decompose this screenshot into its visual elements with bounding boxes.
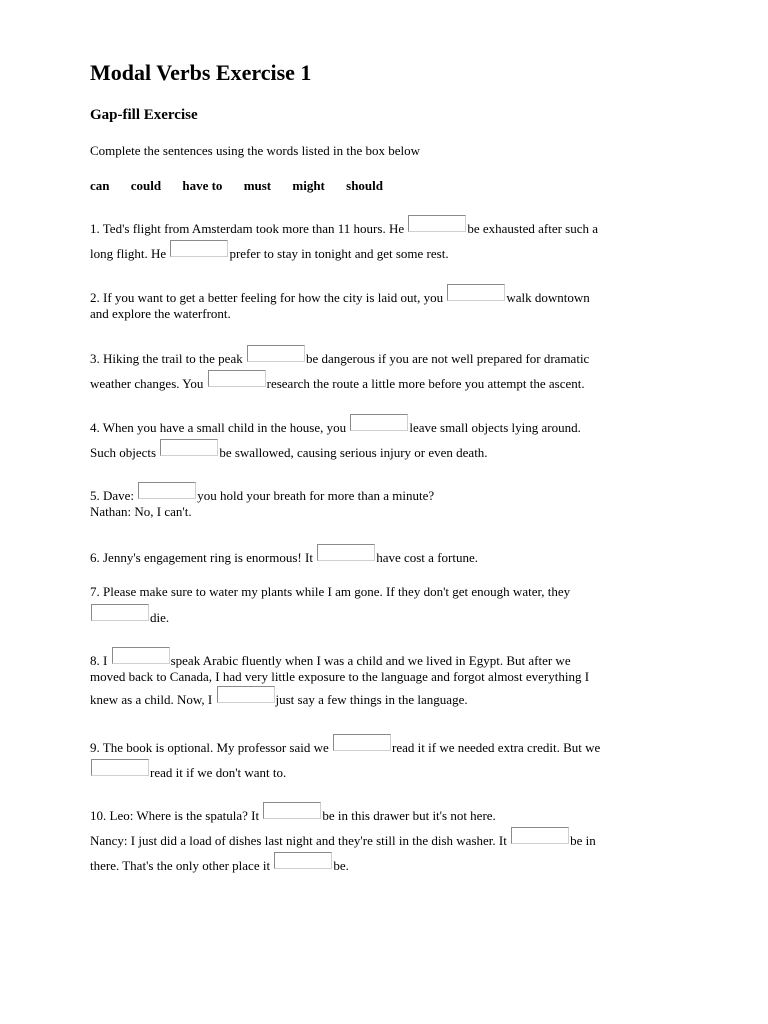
gap-input[interactable] [511,827,569,844]
instructions-text: Complete the sentences using the words listed in the box below [90,143,420,158]
question-3 [90,345,690,395]
word-bank [90,178,401,194]
page-title: Modal Verbs Exercise 1 [90,60,312,85]
question-text: 8. I [90,653,108,668]
question-text: 5. Dave: [90,488,135,503]
question-8 [90,647,690,711]
word-bank-item: must [243,178,272,193]
question-5 [90,482,690,521]
gap-input[interactable] [217,686,275,703]
question-text: 7. Please make sure to water my plants while I am gone. If they don't get enough water, they [90,584,571,599]
question-text: speak Arabic fluently when I was a child and we lived in Egypt. But after we [170,653,571,668]
word-bank-item: might [292,178,325,193]
word-bank-item: can [90,178,110,193]
question-text: prefer to stay in tonight and get some rest. [229,246,449,261]
gap-input[interactable] [263,802,321,819]
question-text: 6. Jenny's engagement ring is enormous! It [90,550,313,565]
question-text: Nathan: No, I can't. [90,504,192,519]
question-text: be exhausted after such a [467,221,599,236]
question-text: there. That's the only other place it [90,858,271,873]
question-text: leave small objects lying around. [409,420,581,435]
word-bank-item: should [346,178,384,193]
question-6 [90,544,690,569]
question-text: read it if we don't want to. [150,765,287,780]
question-1 [90,215,690,265]
question-text: 9. The book is optional. My professor said we [90,740,329,755]
question-text: knew as a child. Now, I [90,692,213,707]
question-9 [90,734,690,784]
gap-input[interactable] [208,370,266,387]
question-7 [90,579,690,629]
gap-input[interactable] [160,439,218,456]
gap-input[interactable] [170,240,228,257]
gap-input[interactable] [274,852,332,869]
question-text: be in [570,833,596,848]
gap-input[interactable] [317,544,375,561]
gap-input[interactable] [247,345,305,362]
gap-input[interactable] [350,414,408,431]
question-text: walk downtown [506,290,590,305]
question-text: have cost a fortune. [376,550,478,565]
word-bank-item: could [130,178,162,193]
question-text: you hold your breath for more than a minute? [197,488,435,503]
question-text: 1. Ted's flight from Amsterdam took more than 11 hours. He [90,221,405,236]
question-text: 10. Leo: Where is the spatula? It [90,808,260,823]
question-text: 3. Hiking the trail to the peak [90,351,243,366]
question-text: research the route a little more before you attempt the ascent. [266,376,585,391]
question-text: weather changes. You [90,376,204,391]
question-text: moved back to Canada, I had very little exposure to the language and forgot almost everything I [90,669,590,684]
question-text: be swallowed, causing serious injury or even death. [219,445,488,460]
question-text: 2. If you want to get a better feeling for how the city is laid out, you [90,290,444,305]
question-text: Nancy: I just did a load of dishes last night and they're still in the dish washer. It [90,833,507,848]
section-heading: Gap-fill Exercise [90,107,198,123]
question-2 [90,284,690,323]
gap-input[interactable] [138,482,196,499]
question-text: just say a few things in the language. [275,692,468,707]
question-text: be. [333,858,349,873]
question-text: long flight. He [90,246,167,261]
gap-input[interactable] [333,734,391,751]
question-4 [90,414,690,464]
question-text: 4. When you have a small child in the house, you [90,420,347,435]
gap-input[interactable] [447,284,505,301]
gap-input[interactable] [91,604,149,621]
question-text: die. [150,610,170,625]
gap-input[interactable] [112,647,170,664]
word-bank-item: have to [182,178,223,193]
question-text: be in this drawer but it's not here. [322,808,496,823]
gap-input[interactable] [91,759,149,776]
gap-input[interactable] [408,215,466,232]
question-text: and explore the waterfront. [90,306,231,321]
question-10 [90,802,690,877]
question-text: be dangerous if you are not well prepared for dramatic [305,351,590,366]
question-text: read it if we needed extra credit. But we [392,740,601,755]
question-text: Such objects [90,445,157,460]
